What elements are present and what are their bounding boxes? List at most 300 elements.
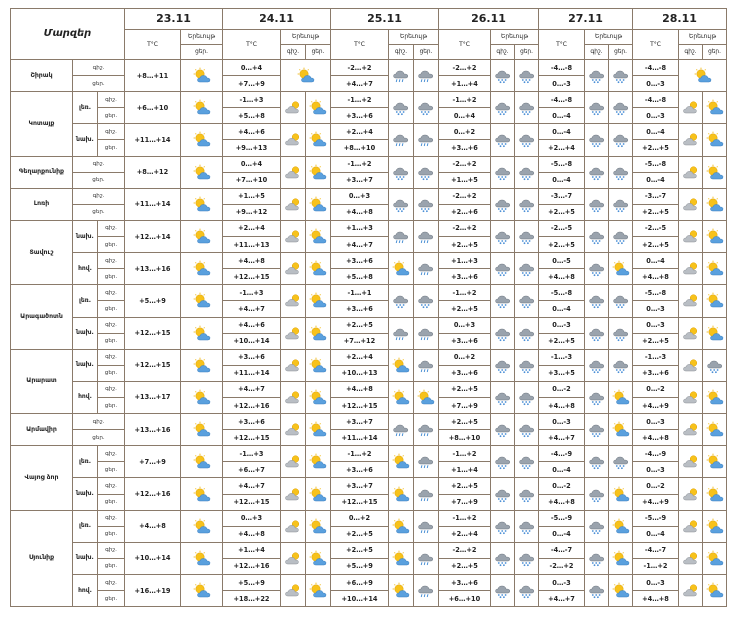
night-label: գիշ. bbox=[585, 45, 609, 60]
weather-icon-cell bbox=[281, 124, 306, 156]
temp-value: +10…+14 bbox=[331, 591, 389, 607]
weather-icon-cell bbox=[281, 510, 306, 542]
sun-cloud-icon bbox=[306, 582, 330, 599]
weather-icon-cell bbox=[515, 124, 539, 156]
weather-icon-cell bbox=[491, 60, 515, 92]
temp-value: +8…+10 bbox=[331, 140, 389, 156]
cloud-snow-icon bbox=[491, 357, 514, 374]
weather-icon-cell bbox=[306, 253, 331, 285]
weather-icon-cell bbox=[585, 575, 609, 607]
weather-icon-cell bbox=[491, 220, 515, 252]
weather-icon-cell bbox=[679, 60, 727, 92]
day-label: ցեր. bbox=[515, 45, 539, 60]
temp-value: -1…+3 bbox=[223, 285, 281, 301]
weather-icon-cell bbox=[281, 220, 306, 252]
weather-icon-cell bbox=[181, 60, 223, 92]
temp-value: 0…-4 bbox=[539, 124, 585, 140]
temp-value: -1…+3 bbox=[223, 446, 281, 462]
temp-value: 0…-4 bbox=[539, 462, 585, 478]
region-name: Արարատ bbox=[11, 349, 73, 413]
sun-cloud-icon bbox=[181, 421, 222, 438]
weather-icon-cell bbox=[414, 381, 439, 413]
sun-cloud-icon bbox=[389, 486, 413, 503]
cloud-snow-icon bbox=[609, 196, 632, 213]
temp-value: -1…+2 bbox=[439, 510, 491, 526]
sun-cloud-icon bbox=[306, 196, 330, 213]
cloud-snow-icon bbox=[609, 292, 632, 309]
sun-cloud-icon bbox=[181, 292, 222, 309]
sun-cloud-icon bbox=[703, 550, 726, 567]
sun-cloud-icon bbox=[389, 260, 413, 277]
weather-icon-cell bbox=[181, 253, 223, 285]
weather-icon-cell bbox=[389, 381, 414, 413]
cloud-sun-small-icon bbox=[679, 325, 702, 342]
sun-cloud-icon bbox=[703, 486, 726, 503]
weather-icon-cell bbox=[281, 414, 306, 446]
weather-icon-cell bbox=[181, 414, 223, 446]
temp-day0: +7…+9 bbox=[125, 446, 181, 478]
weather-icon-cell bbox=[491, 446, 515, 478]
cloud-rain-icon bbox=[414, 550, 438, 567]
temp-day0: +8…+11 bbox=[125, 60, 181, 92]
temp-value: +1…+4 bbox=[223, 542, 281, 558]
temp-value: +5…+9 bbox=[331, 558, 389, 574]
weather-icon-cell bbox=[609, 253, 633, 285]
sun-cloud-icon bbox=[609, 260, 632, 277]
temp-value: +12…+16 bbox=[223, 558, 281, 574]
temp-value: +2…+4 bbox=[439, 526, 491, 542]
cloud-snow-icon bbox=[585, 325, 608, 342]
temp-value: +3…+7 bbox=[331, 172, 389, 188]
time-of-day: գիշ. bbox=[98, 349, 125, 365]
temp-day0: +4…+8 bbox=[125, 510, 181, 542]
temp-value: +2…+6 bbox=[439, 204, 491, 220]
temp-day0: +13…+16 bbox=[125, 414, 181, 446]
temp-day0: +12…+16 bbox=[125, 478, 181, 510]
weather-icon-cell bbox=[703, 220, 727, 252]
weather-icon-cell bbox=[703, 542, 727, 574]
weather-icon-cell bbox=[306, 220, 331, 252]
weather-icon-cell bbox=[414, 188, 439, 220]
temp-value: +10…+13 bbox=[331, 365, 389, 381]
sun-cloud-icon bbox=[181, 486, 222, 503]
temp-value: 0…+3 bbox=[439, 317, 491, 333]
weather-icon-cell bbox=[679, 253, 703, 285]
cloud-snow-icon bbox=[585, 421, 608, 438]
cloud-snow-icon bbox=[585, 486, 608, 503]
weather-icon-cell bbox=[491, 349, 515, 381]
table-row bbox=[11, 575, 727, 591]
time-of-day: ցեր. bbox=[73, 204, 125, 220]
night-label: գիշ. bbox=[491, 45, 515, 60]
cloud-snow-icon bbox=[585, 99, 608, 116]
temp-value: +10…+14 bbox=[223, 333, 281, 349]
weather-icon-cell bbox=[306, 381, 331, 413]
weather-icon-cell bbox=[703, 317, 727, 349]
forecast-table bbox=[10, 8, 727, 607]
temp-value: 0…-3 bbox=[539, 76, 585, 92]
sun-cloud-icon bbox=[609, 421, 632, 438]
sun-cloud-icon bbox=[306, 228, 330, 245]
temp-value: -1…+1 bbox=[331, 285, 389, 301]
cloud-snow-icon bbox=[515, 228, 538, 245]
weather-icon-cell bbox=[181, 188, 223, 220]
temp-value: -4…-8 bbox=[539, 92, 585, 108]
weather-icon-cell bbox=[491, 92, 515, 124]
cloud-snow-icon bbox=[609, 357, 632, 374]
weather-icon-cell bbox=[703, 575, 727, 607]
temp-value: +2…+5 bbox=[633, 204, 679, 220]
weather-icon-cell bbox=[389, 575, 414, 607]
weather-icon-cell bbox=[281, 446, 306, 478]
weather-icon-cell bbox=[389, 510, 414, 542]
temp-value: +1…+3 bbox=[331, 220, 389, 236]
region-name: Կոտայք bbox=[11, 92, 73, 156]
temp-value: -2…-5 bbox=[539, 220, 585, 236]
temp-value: +4…+8 bbox=[633, 430, 679, 446]
temp-value: +3…+6 bbox=[331, 253, 389, 269]
temp-value: 0…+4 bbox=[223, 60, 281, 76]
weather-icon-cell bbox=[585, 542, 609, 574]
time-of-day: գիշ. bbox=[98, 478, 125, 494]
weather-icon-cell bbox=[703, 381, 727, 413]
temp-value: -5…-8 bbox=[633, 156, 679, 172]
time-of-day: գիշ. bbox=[98, 542, 125, 558]
cloud-snow-icon bbox=[703, 357, 726, 374]
cloud-snow-icon bbox=[515, 518, 538, 535]
temp-value: +6…+9 bbox=[331, 575, 389, 591]
temp-value: -1…+2 bbox=[439, 446, 491, 462]
temp-value: +12…+15 bbox=[223, 269, 281, 285]
sun-cloud-icon bbox=[306, 164, 330, 181]
time-of-day: ցեր. bbox=[73, 430, 125, 446]
weather-icon-cell bbox=[389, 414, 414, 446]
temp-value: +4…+8 bbox=[223, 253, 281, 269]
cloud-sun-small-icon bbox=[281, 453, 305, 470]
temp-value: 0…-4 bbox=[633, 526, 679, 542]
temp-value: +7…+10 bbox=[223, 172, 281, 188]
weather-icon-cell bbox=[389, 478, 414, 510]
cloud-snow-icon bbox=[609, 325, 632, 342]
zone-label: նախ. bbox=[73, 317, 98, 349]
temp-value: +3…+6 bbox=[331, 301, 389, 317]
temp-value: +2…+5 bbox=[439, 478, 491, 494]
temp-value: +4…+8 bbox=[331, 381, 389, 397]
weather-icon-cell bbox=[703, 446, 727, 478]
temp-value: +2…+5 bbox=[331, 526, 389, 542]
weather-icon-cell bbox=[181, 285, 223, 317]
weather-icon-cell bbox=[281, 60, 331, 92]
weather-icon-cell bbox=[414, 156, 439, 188]
weather-icon-cell bbox=[515, 542, 539, 574]
region-name: Արմավիր bbox=[11, 414, 73, 446]
cloud-sun-small-icon bbox=[281, 99, 305, 116]
temp-value: +2…+5 bbox=[439, 558, 491, 574]
temp-value: -2…+2 bbox=[439, 156, 491, 172]
weather-icon-cell bbox=[703, 349, 727, 381]
cloud-sun-small-icon bbox=[281, 389, 305, 406]
weather-icon-cell bbox=[491, 542, 515, 574]
temp-value: +3…+6 bbox=[331, 108, 389, 124]
region-name: Տավուշ bbox=[11, 220, 73, 284]
weather-icon-cell bbox=[679, 478, 703, 510]
time-of-day: գիշ. bbox=[73, 188, 125, 204]
cloud-sun-small-icon bbox=[281, 325, 305, 342]
temp-value: +4…+9 bbox=[633, 397, 679, 413]
region-name: Սյունիք bbox=[11, 510, 73, 607]
time-of-day: գիշ. bbox=[98, 510, 125, 526]
temp-day0: +5…+9 bbox=[125, 285, 181, 317]
cloud-snow-icon bbox=[491, 260, 514, 277]
weather-icon-cell bbox=[515, 478, 539, 510]
weather-icon-cell bbox=[679, 285, 703, 317]
temp-value: +11…+14 bbox=[223, 365, 281, 381]
temp-value: +8…+10 bbox=[439, 430, 491, 446]
temp-value: -1…+2 bbox=[439, 285, 491, 301]
weather-icon-cell bbox=[389, 156, 414, 188]
zone-label: նախ. bbox=[73, 349, 98, 381]
weather-icon-cell bbox=[414, 478, 439, 510]
weather-icon-cell bbox=[609, 349, 633, 381]
temp-value: -5…-9 bbox=[633, 510, 679, 526]
weather-icon-cell bbox=[585, 478, 609, 510]
cloud-sun-small-icon bbox=[679, 389, 702, 406]
temp-value: -4…-8 bbox=[633, 92, 679, 108]
weather-icon-cell bbox=[181, 446, 223, 478]
weather-icon-cell bbox=[389, 60, 414, 92]
weather-icon-cell bbox=[306, 92, 331, 124]
temp-day0: +11…+14 bbox=[125, 188, 181, 220]
phenomenon-label: Երեւույթ bbox=[679, 30, 727, 45]
weather-icon-cell bbox=[281, 92, 306, 124]
weather-icon-cell bbox=[609, 92, 633, 124]
temp-value: -4…-7 bbox=[539, 542, 585, 558]
sun-cloud-icon bbox=[703, 99, 726, 116]
weather-icon-cell bbox=[515, 253, 539, 285]
weather-icon-cell bbox=[585, 381, 609, 413]
weather-icon-cell bbox=[414, 92, 439, 124]
weather-icon-cell bbox=[389, 542, 414, 574]
weather-icon-cell bbox=[414, 317, 439, 349]
temp-value: +5…+8 bbox=[223, 108, 281, 124]
temp-value: +3…+6 bbox=[439, 269, 491, 285]
temp-value: +3…+5 bbox=[539, 365, 585, 381]
time-of-day: ցեր. bbox=[98, 301, 125, 317]
weather-icon-cell bbox=[609, 220, 633, 252]
weather-icon-cell bbox=[703, 92, 727, 124]
weather-icon-cell bbox=[585, 253, 609, 285]
sun-cloud-icon bbox=[703, 325, 726, 342]
temp-value: +2…+4 bbox=[223, 220, 281, 236]
cloud-snow-icon bbox=[515, 131, 538, 148]
weather-icon-cell bbox=[306, 478, 331, 510]
weather-icon-cell bbox=[515, 188, 539, 220]
weather-icon-cell bbox=[609, 124, 633, 156]
temp-value: 0…-5 bbox=[539, 253, 585, 269]
temp-value: -4…-8 bbox=[633, 60, 679, 76]
temp-value: +4…+8 bbox=[539, 397, 585, 413]
weather-icon-cell bbox=[389, 317, 414, 349]
temp-value: +3…+6 bbox=[439, 575, 491, 591]
time-of-day: ցեր. bbox=[98, 494, 125, 510]
temp-value: 0…+3 bbox=[223, 510, 281, 526]
temp-value: +3…+6 bbox=[633, 365, 679, 381]
cloud-rain-icon bbox=[414, 228, 438, 245]
temp-day0: +6…+10 bbox=[125, 92, 181, 124]
time-of-day: ցեր. bbox=[98, 591, 125, 607]
cloud-snow-icon bbox=[491, 582, 514, 599]
sun-cloud-icon bbox=[181, 357, 222, 374]
sun-cloud-icon bbox=[703, 164, 726, 181]
cloud-rain-icon bbox=[414, 260, 438, 277]
temp-value: -3…-7 bbox=[539, 188, 585, 204]
table-row bbox=[11, 156, 727, 172]
weather-icon-cell bbox=[703, 124, 727, 156]
temp-value: +2…+4 bbox=[539, 140, 585, 156]
temp-value: -5…-8 bbox=[633, 285, 679, 301]
weather-icon-cell bbox=[679, 542, 703, 574]
weather-icon-cell bbox=[181, 381, 223, 413]
temp-value: 0…+3 bbox=[331, 188, 389, 204]
temp-value: 0…-3 bbox=[633, 108, 679, 124]
temp-value: +12…+15 bbox=[331, 397, 389, 413]
temp-day0: +16…+19 bbox=[125, 575, 181, 607]
night-label: գիշ. bbox=[281, 45, 306, 60]
weather-icon-cell bbox=[585, 188, 609, 220]
cloud-snow-icon bbox=[515, 196, 538, 213]
cloud-sun-small-icon bbox=[679, 453, 702, 470]
phenomenon-label: Երեւույթ bbox=[389, 30, 439, 45]
temp-value: +4…+6 bbox=[223, 124, 281, 140]
temp-value: +3…+6 bbox=[439, 140, 491, 156]
time-of-day: գիշ. bbox=[73, 60, 125, 76]
temp-value: +4…+8 bbox=[331, 204, 389, 220]
temp-value: +2…+5 bbox=[633, 333, 679, 349]
table-header bbox=[11, 9, 727, 60]
temp-value: +11…+14 bbox=[331, 430, 389, 446]
weather-icon-cell bbox=[679, 575, 703, 607]
weather-icon-cell bbox=[306, 188, 331, 220]
weather-icon-cell bbox=[181, 575, 223, 607]
weather-icon-cell bbox=[414, 349, 439, 381]
temp-day0: +13…+17 bbox=[125, 381, 181, 413]
weather-icon-cell bbox=[585, 414, 609, 446]
weather-icon-cell bbox=[491, 414, 515, 446]
temp-value: 0…-2 bbox=[539, 381, 585, 397]
temp-day0: +12…+14 bbox=[125, 220, 181, 252]
day-label: ցեր. bbox=[414, 45, 439, 60]
sun-cloud-icon bbox=[306, 357, 330, 374]
temp-day0: +8…+12 bbox=[125, 156, 181, 188]
weather-icon-cell bbox=[491, 478, 515, 510]
cloud-sun-small-icon bbox=[679, 131, 702, 148]
temp-value: +6…+7 bbox=[223, 462, 281, 478]
temp-day0: +11…+14 bbox=[125, 124, 181, 156]
cloud-rain-icon bbox=[414, 131, 438, 148]
cloud-rain-icon bbox=[389, 325, 413, 342]
table-row bbox=[11, 446, 727, 462]
sun-cloud-icon bbox=[181, 164, 222, 181]
temp-value: +1…+4 bbox=[439, 462, 491, 478]
cloud-sun-small-icon bbox=[679, 164, 702, 181]
temp-value: +4…+8 bbox=[539, 494, 585, 510]
cloud-snow-icon bbox=[515, 453, 538, 470]
temp-value: -4…-8 bbox=[539, 60, 585, 76]
temp-value: -4…-7 bbox=[633, 542, 679, 558]
temp-value: -1…+2 bbox=[331, 156, 389, 172]
cloud-snow-icon bbox=[491, 228, 514, 245]
cloud-snow-icon bbox=[585, 582, 608, 599]
temp-value: 0…-3 bbox=[539, 317, 585, 333]
cloud-snow-icon bbox=[515, 67, 538, 84]
weather-icon-cell bbox=[609, 478, 633, 510]
cloud-sun-small-icon bbox=[281, 486, 305, 503]
temp-value: -2…+2 bbox=[439, 220, 491, 236]
weather-icon-cell bbox=[414, 542, 439, 574]
weather-icon-cell bbox=[414, 220, 439, 252]
weather-icon-cell bbox=[609, 414, 633, 446]
cloud-snow-icon bbox=[609, 453, 632, 470]
temp-label: T°C bbox=[439, 30, 491, 60]
temp-value: 0…-4 bbox=[633, 253, 679, 269]
cloud-sun-small-icon bbox=[281, 196, 305, 213]
cloud-snow-icon bbox=[515, 486, 538, 503]
weather-icon-cell bbox=[515, 349, 539, 381]
cloud-sun-small-icon bbox=[281, 582, 305, 599]
region-name: Շիրակ bbox=[11, 60, 73, 92]
temp-value: 0…-4 bbox=[539, 526, 585, 542]
cloud-snow-icon bbox=[609, 99, 632, 116]
sun-cloud-icon bbox=[609, 582, 632, 599]
cloud-sun-small-icon bbox=[679, 196, 702, 213]
temp-value: -2…+2 bbox=[439, 542, 491, 558]
temp-value: 0…-3 bbox=[539, 414, 585, 430]
temp-value: +11…+13 bbox=[223, 237, 281, 253]
table-row bbox=[11, 381, 727, 397]
cloud-sun-small-icon bbox=[679, 421, 702, 438]
weather-icon-cell bbox=[703, 156, 727, 188]
cloud-snow-icon bbox=[491, 453, 514, 470]
sun-cloud-icon bbox=[181, 260, 222, 277]
cloud-snow-icon bbox=[515, 550, 538, 567]
temp-value: +12…+16 bbox=[223, 397, 281, 413]
cloud-snow-icon bbox=[491, 131, 514, 148]
weather-icon-cell bbox=[585, 92, 609, 124]
weather-icon-cell bbox=[414, 124, 439, 156]
temp-label: T°C bbox=[539, 30, 585, 60]
temp-value: +4…+8 bbox=[223, 526, 281, 542]
zone-label: նախ. bbox=[73, 478, 98, 510]
weather-icon-cell bbox=[389, 285, 414, 317]
sun-cloud-icon bbox=[703, 228, 726, 245]
temp-value: +2…+5 bbox=[633, 140, 679, 156]
table-row bbox=[11, 253, 727, 269]
weather-icon-cell bbox=[414, 446, 439, 478]
weather-icon-cell bbox=[389, 220, 414, 252]
weather-icon-cell bbox=[609, 317, 633, 349]
sun-cloud-icon bbox=[389, 550, 413, 567]
sun-cloud-icon bbox=[609, 518, 632, 535]
weather-icon-cell bbox=[281, 349, 306, 381]
cloud-snow-icon bbox=[515, 389, 538, 406]
table-row bbox=[11, 124, 727, 140]
weather-icon-cell bbox=[491, 253, 515, 285]
temp-value: +7…+9 bbox=[223, 76, 281, 92]
weather-icon-cell bbox=[515, 220, 539, 252]
temp-value: 0…-4 bbox=[539, 108, 585, 124]
sun-cloud-icon bbox=[306, 550, 330, 567]
temp-value: +4…+7 bbox=[223, 301, 281, 317]
